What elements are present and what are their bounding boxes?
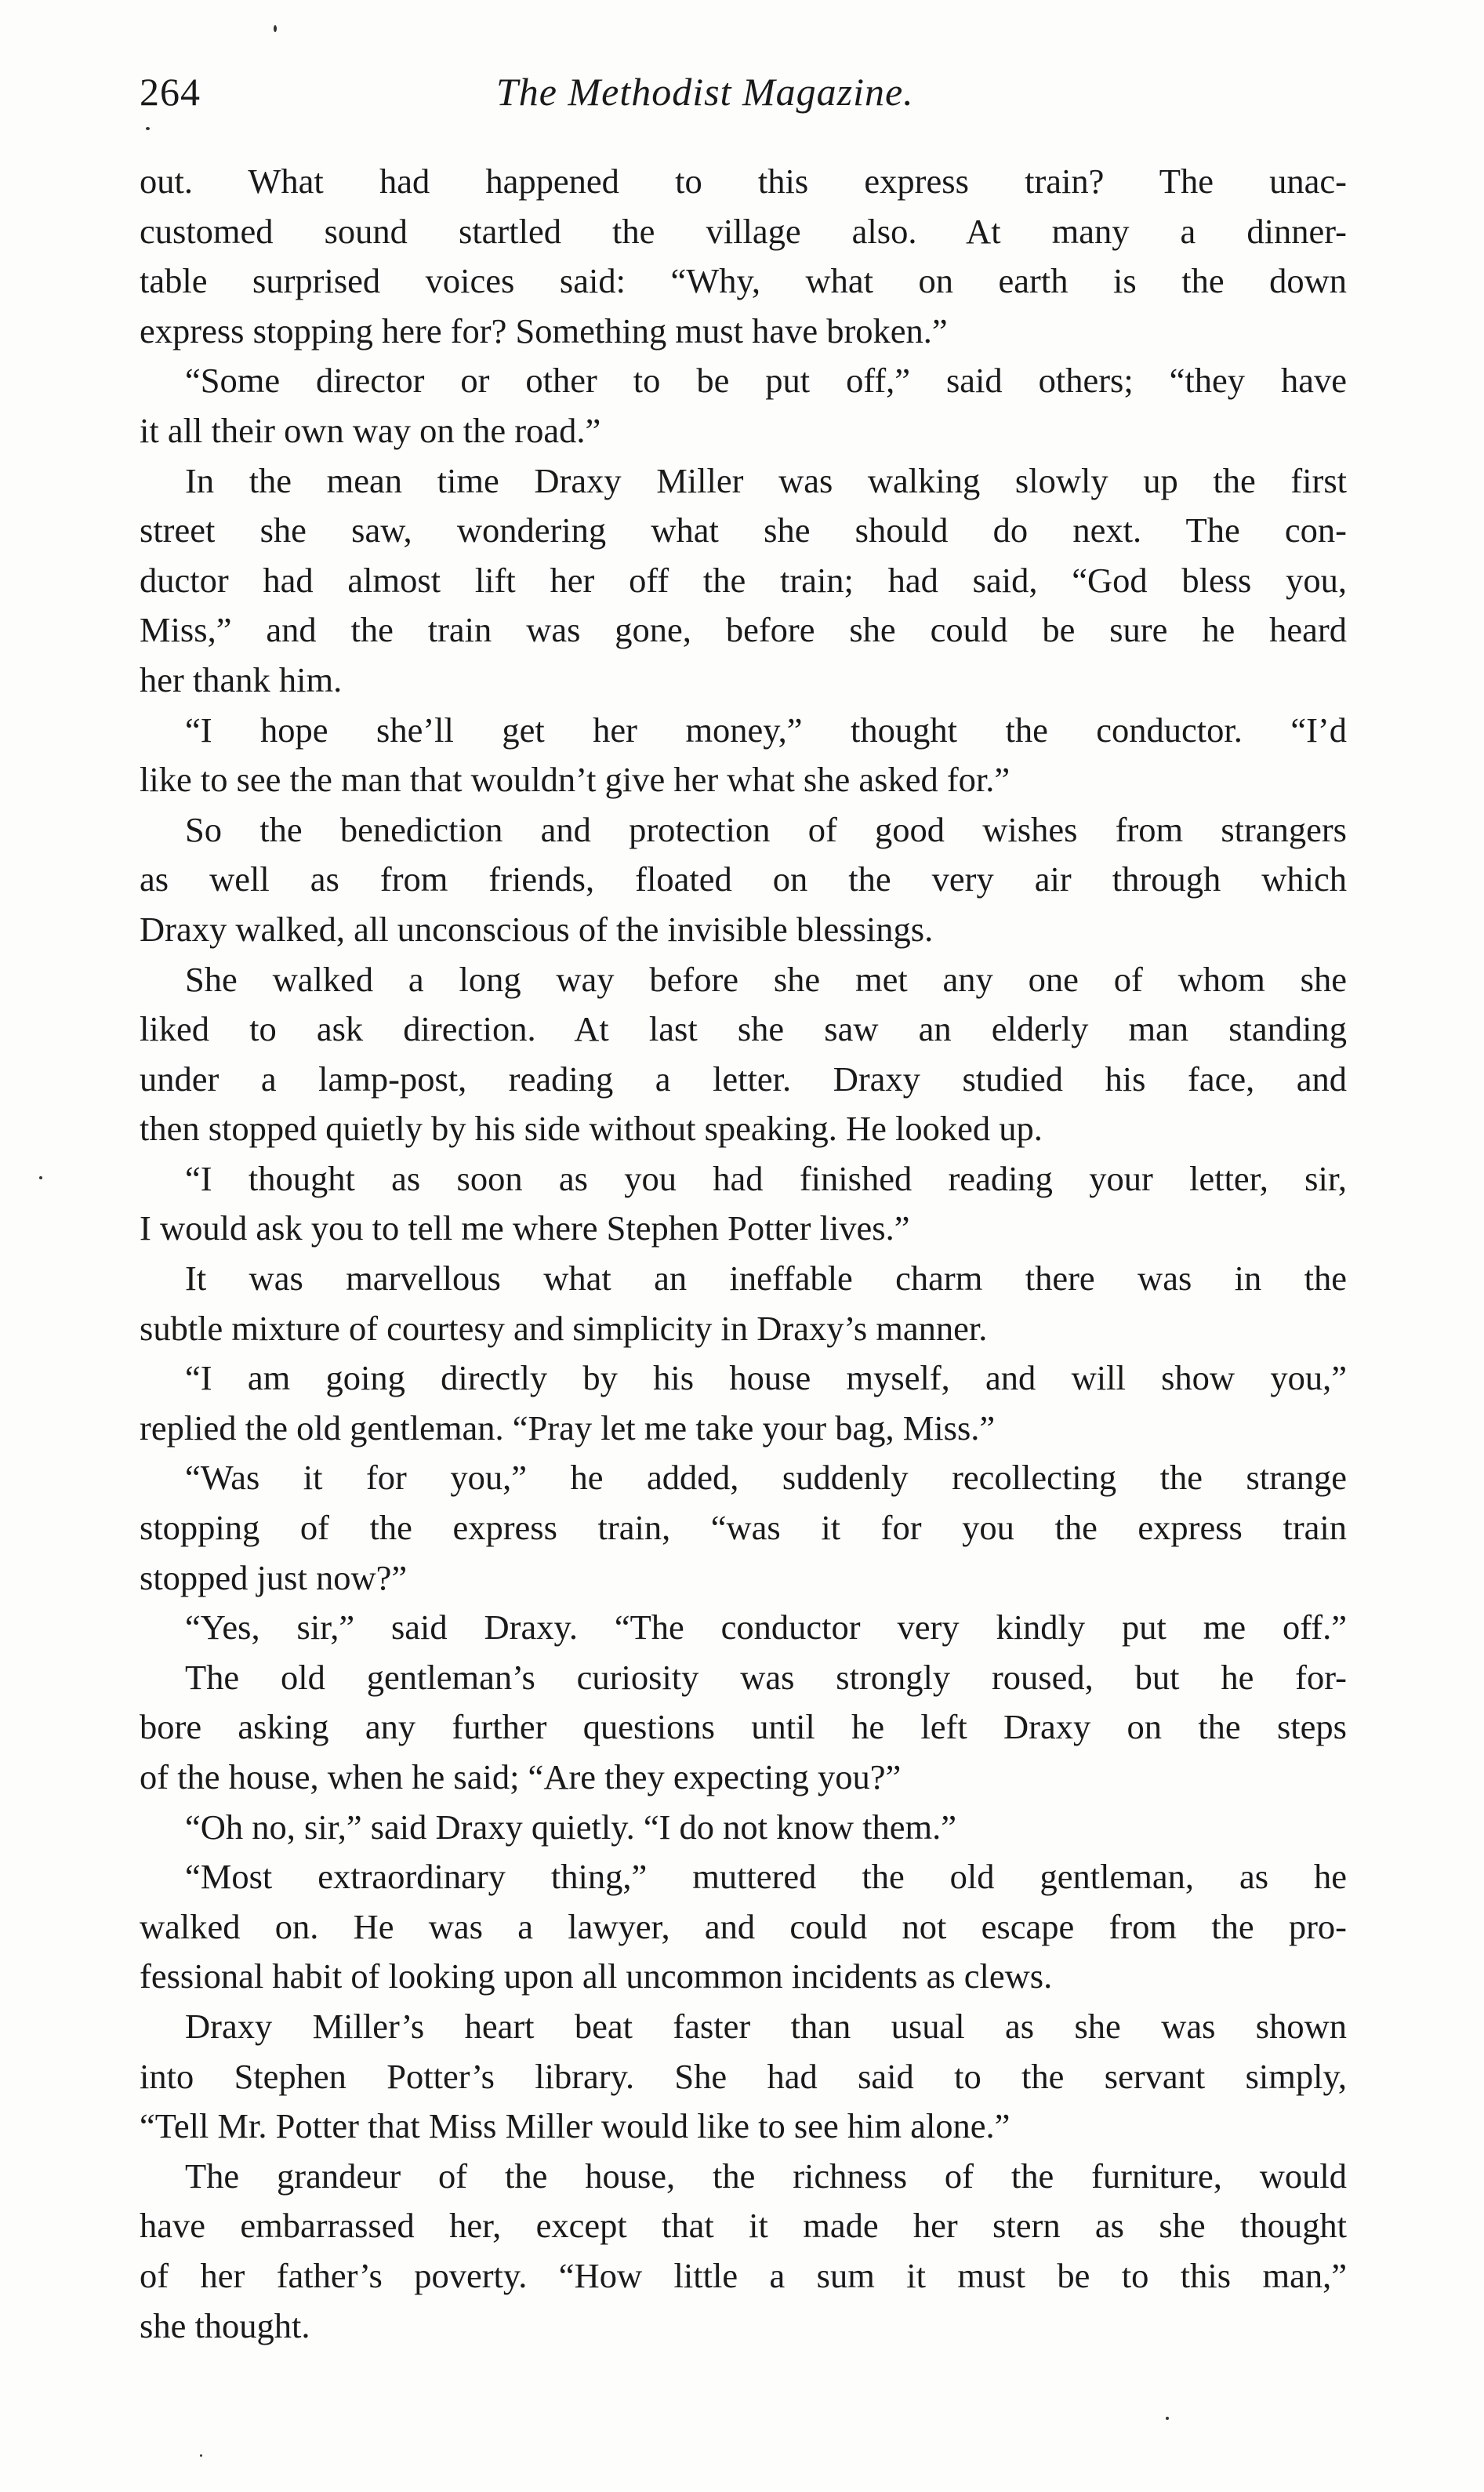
text-line: “Yes, sir,” said Draxy. “The conductor very kindly put me off.” bbox=[185, 1607, 1347, 1647]
text-line: “I thought as soon as you had finished reading your letter, sir, bbox=[185, 1158, 1347, 1198]
text-line: “I am going directly by his house myself, and will show you,” bbox=[185, 1358, 1347, 1398]
text-line: liked to ask direction. At last she saw an elderly man standing bbox=[140, 1009, 1347, 1049]
text-line: walked on. He was a lawyer, and could not escape from the pro- bbox=[140, 1906, 1347, 1946]
print-speck bbox=[39, 1176, 42, 1179]
text-line: into Stephen Potter’s library. She had said to the servant simply, bbox=[140, 2056, 1347, 2096]
running-title: The Methodist Magazine. bbox=[496, 70, 914, 114]
text-line: “Was it for you,” he added, suddenly recollecting the strange bbox=[185, 1458, 1347, 1498]
text-line: like to see the man that wouldn’t give her what she asked for.” bbox=[140, 760, 1010, 800]
text-line: Draxy walked, all unconscious of the invisible blessings. bbox=[140, 909, 934, 949]
text-line: “Tell Mr. Potter that Miss Miller would like to see him alone.” bbox=[140, 2106, 1010, 2146]
text-line: It was marvellous what an ineffable charm there was in the bbox=[185, 1259, 1347, 1299]
text-line: she thought. bbox=[140, 2305, 310, 2345]
running-head bbox=[140, 69, 1347, 140]
text-line: of the house, when he said; “Are they expecting you?” bbox=[140, 1757, 902, 1796]
text-line: The grandeur of the house, the richness of the furniture, would bbox=[185, 2156, 1347, 2196]
body-text bbox=[140, 157, 1347, 2351]
text-line: bore asking any further questions until he left Draxy on the steps bbox=[140, 1707, 1347, 1747]
text-line: “I hope she’ll get her money,” thought the conductor. “I’d bbox=[185, 710, 1347, 750]
text-line: subtle mixture of courtesy and simplicity in Draxy’s manner. bbox=[140, 1308, 988, 1348]
text-line: express stopping here for? Something must have broken.” bbox=[140, 311, 948, 351]
text-line: stopping of the express train, “was it for you the express train bbox=[140, 1508, 1347, 1548]
print-speck bbox=[146, 127, 150, 130]
text-line: ductor had almost lift her off the train; had said, “God bless you, bbox=[140, 560, 1347, 600]
text-line: street she saw, wondering what she should do next. The con- bbox=[140, 510, 1347, 550]
text-line: So the benediction and protection of good wishes from strangers bbox=[185, 809, 1347, 849]
text-line: then stopped quietly by his side without speaking. He looked up. bbox=[140, 1109, 1043, 1149]
text-line: In the mean time Draxy Miller was walking slowly up the first bbox=[185, 460, 1347, 500]
text-line: replied the old gentleman. “Pray let me take your bag, Miss.” bbox=[140, 1408, 996, 1448]
text-line: as well as from friends, floated on the very air through which bbox=[140, 859, 1347, 899]
text-line: customed sound startled the village also. At many a dinner- bbox=[140, 211, 1347, 251]
text-line: I would ask you to tell me where Stephen Potter lives.” bbox=[140, 1208, 910, 1248]
text-line: of her father’s poverty. “How little a sum it must be to this man,” bbox=[140, 2255, 1347, 2295]
text-line: “Oh no, sir,” said Draxy quietly. “I do not know them.” bbox=[185, 1807, 956, 1847]
text-line: it all their own way on the road.” bbox=[140, 410, 601, 450]
text-line: Draxy Miller’s heart beat faster than usual as she was shown bbox=[185, 2006, 1347, 2046]
text-line: her thank him. bbox=[140, 659, 343, 699]
text-line: Miss,” and the train was gone, before she could be sure he heard bbox=[140, 610, 1347, 650]
text-line: She walked a long way before she met any one of whom she bbox=[185, 959, 1347, 999]
text-line: “Most extraordinary thing,” muttered the old gentleman, as he bbox=[185, 1857, 1347, 1897]
text-line: table surprised voices said: “Why, what on earth is the down bbox=[140, 261, 1347, 301]
print-speck bbox=[274, 25, 277, 32]
text-line: out. What had happened to this express train? The unac- bbox=[140, 162, 1347, 201]
page-number: 264 bbox=[140, 70, 201, 114]
text-line: fessional habit of looking upon all uncommon incidents as clews. bbox=[140, 1956, 1053, 1996]
text-line: The old gentleman’s curiosity was strongly roused, but he for- bbox=[185, 1657, 1347, 1697]
text-line: under a lamp-post, reading a letter. Draxy studied his face, and bbox=[140, 1059, 1347, 1099]
print-speck bbox=[200, 2454, 202, 2457]
text-line: stopped just now?” bbox=[140, 1557, 408, 1597]
text-line: “Some director or other to be put off,” said others; “they have bbox=[185, 361, 1347, 401]
print-speck bbox=[1166, 2417, 1169, 2420]
text-line: have embarrassed her, except that it made her stern as she thought bbox=[140, 2206, 1347, 2246]
